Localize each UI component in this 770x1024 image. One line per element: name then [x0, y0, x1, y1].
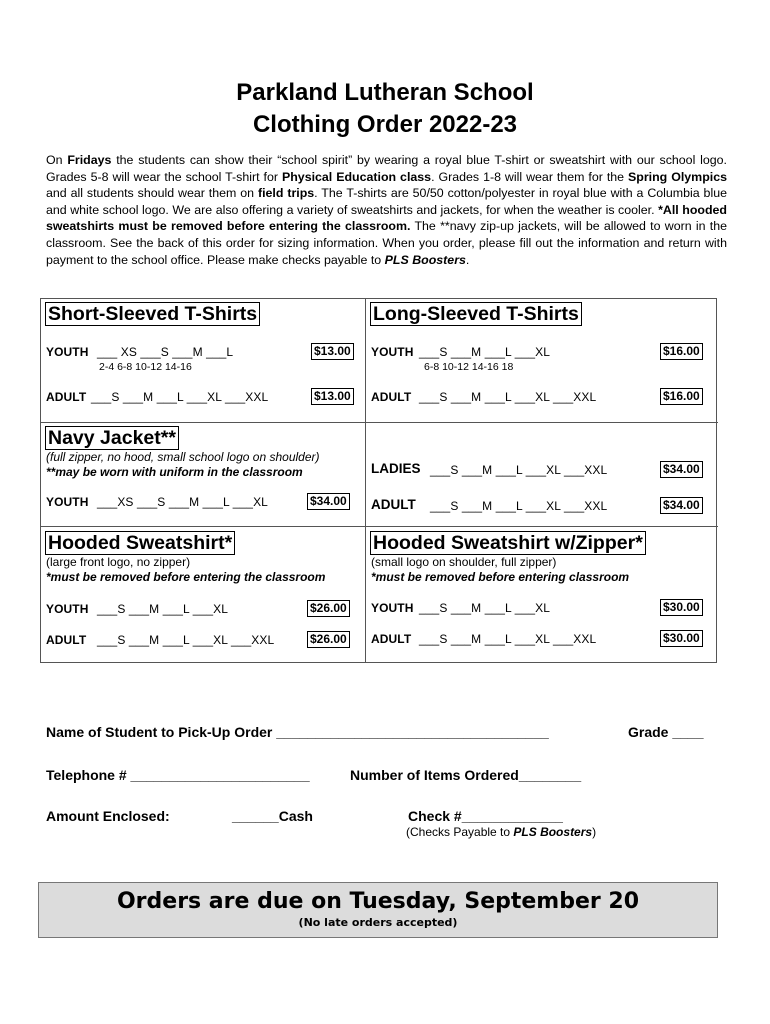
no-late-orders-text: (No late orders accepted): [298, 916, 458, 929]
hooded-note: (large front logo, no zipper): [46, 555, 191, 569]
hooded-youth-label: YOUTH: [46, 602, 89, 616]
ladies-sizes[interactable]: ___S ___M ___L ___XL ___XXL: [430, 463, 608, 477]
hooded-zip-youth-sizes[interactable]: ___S ___M ___L ___XL: [419, 601, 550, 615]
due-date-banner: [38, 882, 718, 938]
long-youth-price: $16.00: [660, 343, 703, 360]
hooded-adult-price: $26.00: [307, 631, 350, 648]
ladies-label: LADIES: [371, 461, 421, 476]
long-youth-ages: 6-8 10-12 14-16 18: [424, 361, 514, 373]
jacket-adult-label: ADULT: [371, 497, 416, 512]
amount-enclosed-label: Amount Enclosed:: [46, 808, 170, 824]
hooded-zip-remove-note: *must be removed before entering classroom: [371, 570, 630, 584]
hooded-remove-note: *must be removed before entering the classroom: [46, 570, 326, 584]
page-title: Clothing Order 2022-23: [252, 111, 518, 138]
hooded-youth-sizes[interactable]: ___S ___M ___L ___XL: [97, 602, 228, 616]
short-adult-sizes[interactable]: ___S ___M ___L ___XL ___XXL: [91, 390, 269, 404]
hooded-youth-price: $26.00: [307, 600, 350, 617]
hooded-heading: Hooded Sweatshirt*: [45, 531, 235, 555]
grade-field[interactable]: Grade ____: [628, 724, 704, 740]
long-tshirts-heading: Long-Sleeved T-Shirts: [370, 302, 582, 326]
telephone-field[interactable]: Telephone # _______________________: [46, 767, 310, 783]
short-youth-label: YOUTH: [46, 345, 89, 359]
long-youth-label: YOUTH: [371, 345, 414, 359]
short-adult-label: ADULT: [46, 390, 87, 404]
short-youth-ages: 2-4 6-8 10-12 14-16: [99, 361, 192, 373]
long-adult-label: ADULT: [371, 390, 412, 404]
hooded-zip-youth-price: $30.00: [660, 599, 703, 616]
jacket-adult-price: $34.00: [660, 497, 703, 514]
jacket-adult-sizes[interactable]: ___S ___M ___L ___XL ___XXL: [430, 499, 608, 513]
long-adult-sizes[interactable]: ___S ___M ___L ___XL ___XXL: [419, 390, 597, 404]
short-youth-price: $13.00: [311, 343, 354, 360]
intro-paragraph: On Fridays the students can show their “school spirit” by wearing a royal blue T-shirt or sweatshirt with our school logo. Grades 5-8 will wear the school T-shirt for Physical Education class. Grades 1-8 will wear them for the Spring Olympics and all students should wear them on field trips. The T-shirts are 50/50 cotton/polyester in royal blue with a Columbia blue and white school logo. We are also offering a variety of sweatshirts and jackets, for when the weather is cooler. *All hooded sweatshirts must be removed before entering the classroom. The **navy zip-up jackets, will be allowed to worn in the classroom. See the back of this order for sizing information. When you order, please fill out the information and return with payment to the school office. Please make checks payable to PLS Boosters.: [46, 153, 727, 267]
school-name: Parkland Lutheran School: [236, 79, 534, 106]
long-youth-sizes[interactable]: ___S ___M ___L ___XL: [419, 345, 550, 359]
navy-jacket-note: (full zipper, no hood, small school logo on shoulder): [46, 450, 320, 464]
due-date-text: Orders are due on Tuesday, September 20: [116, 889, 640, 914]
student-name-field[interactable]: Name of Student to Pick-Up Order ___________________________________: [46, 724, 549, 740]
short-tshirts-heading: Short-Sleeved T-Shirts: [45, 302, 260, 326]
navy-youth-price: $34.00: [307, 493, 350, 510]
hooded-adult-label: ADULT: [46, 633, 87, 647]
navy-jacket-heading: Navy Jacket**: [45, 426, 179, 450]
check-number-field[interactable]: Check #_____________: [408, 808, 563, 824]
navy-jacket-uniform-note: **may be worn with uniform in the classroom: [46, 465, 303, 479]
navy-youth-label: YOUTH: [46, 495, 89, 509]
hooded-zip-heading: Hooded Sweatshirt w/Zipper*: [370, 531, 646, 555]
navy-youth-sizes[interactable]: ___XS ___S ___M ___L ___XL: [97, 495, 268, 509]
hooded-zip-adult-sizes[interactable]: ___S ___M ___L ___XL ___XXL: [419, 632, 597, 646]
items-ordered-field[interactable]: Number of Items Ordered________: [350, 767, 582, 783]
ladies-price: $34.00: [660, 461, 703, 478]
hooded-adult-sizes[interactable]: ___S ___M ___L ___XL ___XXL: [97, 633, 275, 647]
hooded-zip-adult-price: $30.00: [660, 630, 703, 647]
hooded-zip-youth-label: YOUTH: [371, 601, 414, 615]
hooded-zip-note: (small logo on shoulder, full zipper): [371, 555, 557, 569]
order-grid: [40, 298, 717, 663]
cash-field[interactable]: ______Cash: [232, 808, 313, 824]
check-payable-note: (Checks Payable to PLS Boosters): [406, 825, 597, 839]
short-adult-price: $13.00: [311, 388, 354, 405]
short-youth-sizes[interactable]: ___ XS ___S ___M ___L: [97, 345, 234, 359]
long-adult-price: $16.00: [660, 388, 703, 405]
hooded-zip-adult-label: ADULT: [371, 632, 412, 646]
